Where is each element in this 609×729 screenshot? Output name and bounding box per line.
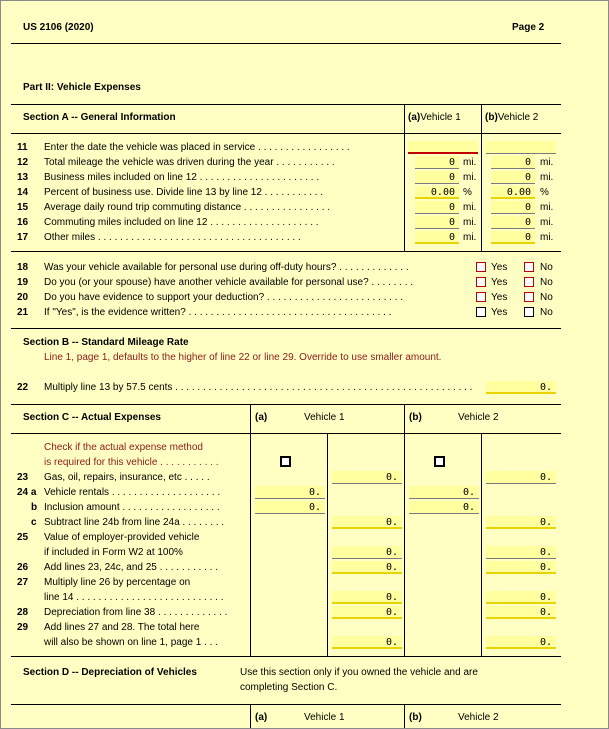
- section-b-note: Line 1, page 1, defaults to the higher of line 22 or line 29. Override to use smaller amount.: [44, 352, 442, 363]
- column-divider: [250, 704, 251, 728]
- evidence-yes-checkbox[interactable]: [476, 292, 486, 302]
- inclusion-amount-v1[interactable]: 0.: [255, 501, 325, 514]
- written-evidence-yes-checkbox[interactable]: [476, 307, 486, 317]
- commuting-miles-v1[interactable]: 0: [415, 216, 459, 229]
- line-22-label: Multiply line 13 by 57.5 cents . . . . . . . . . . . . . . . . . . . . . . . . . . . . . . . . . . . . . . . . . . . . . . . . . . . . . .: [44, 382, 473, 393]
- employer-vehicle-value-v2[interactable]: 0.: [486, 546, 556, 559]
- section-a-title: Section A -- General Information: [23, 112, 176, 123]
- business-miles-v2[interactable]: 0: [491, 171, 535, 184]
- rentals-net-v2: 0.: [486, 516, 556, 529]
- other-miles-v1: 0: [415, 231, 459, 244]
- section-d-note-2: completing Section C.: [240, 682, 338, 693]
- col-a-letter: (a): [255, 412, 268, 423]
- rentals-net-v1: 0.: [332, 516, 402, 529]
- column-divider: [327, 433, 328, 656]
- section-d-note: Use this section only if you owned the vehicle and are: [240, 667, 478, 678]
- col-b-label: Vehicle 2: [458, 712, 499, 723]
- column-divider: [404, 104, 405, 251]
- business-portion-v1: 0.: [332, 591, 402, 604]
- business-use-percent-v1: 0.00: [415, 186, 459, 199]
- no-label: No: [540, 277, 553, 288]
- total-expenses-v1: 0.: [332, 561, 402, 574]
- business-use-percent-v2: 0.00: [491, 186, 535, 199]
- actual-expense-v1-checkbox[interactable]: [280, 456, 291, 467]
- divider: [11, 104, 561, 105]
- section-b-title: Section B -- Standard Mileage Rate: [23, 337, 189, 348]
- col-b-label: Vehicle 2: [458, 412, 499, 423]
- depreciation-v2: 0.: [486, 606, 556, 619]
- col-a-header: (a)Vehicle 1: [408, 112, 461, 123]
- section-d-title: Section D -- Depreciation of Vehicles: [23, 667, 197, 678]
- divider: [11, 328, 561, 329]
- divider: [11, 433, 561, 434]
- divider: [11, 133, 561, 134]
- date-placed-in-service-v1[interactable]: [408, 141, 478, 154]
- yes-label: Yes: [491, 277, 508, 288]
- total-mileage-v1[interactable]: 0: [415, 156, 459, 169]
- divider: [11, 656, 561, 657]
- no-label: No: [540, 292, 553, 303]
- col-b-header: (b)Vehicle 2: [485, 112, 539, 123]
- column-divider: [250, 404, 251, 656]
- col-a-letter: (a): [255, 712, 268, 723]
- actual-expense-check-label: Check if the actual expense method: [44, 442, 203, 453]
- col-a-label: Vehicle 1: [304, 712, 345, 723]
- vehicle-rentals-v1[interactable]: 0.: [255, 486, 325, 499]
- date-placed-in-service-v2[interactable]: [486, 141, 556, 154]
- another-vehicle-yes-checkbox[interactable]: [476, 277, 486, 287]
- actual-expense-v2-checkbox[interactable]: [434, 456, 445, 467]
- no-label: No: [540, 307, 553, 318]
- yes-label: Yes: [491, 292, 508, 303]
- total-mileage-v2[interactable]: 0: [491, 156, 535, 169]
- divider: [11, 251, 561, 252]
- part-title: Part II: Vehicle Expenses: [23, 82, 141, 93]
- line-22-number: 22: [17, 382, 29, 393]
- personal-use-yes-checkbox[interactable]: [476, 262, 486, 272]
- commuting-distance-v2[interactable]: 0: [491, 201, 535, 214]
- column-divider: [404, 704, 405, 728]
- col-b-letter: (b): [409, 412, 422, 423]
- depreciation-v1: 0.: [332, 606, 402, 619]
- column-divider: [481, 104, 482, 251]
- commuting-miles-v2[interactable]: 0: [491, 216, 535, 229]
- column-divider: [481, 433, 482, 656]
- actual-expense-total-v2: 0.: [486, 636, 556, 649]
- employer-vehicle-value-v1[interactable]: 0.: [332, 546, 402, 559]
- gas-oil-repairs-v1[interactable]: 0.: [332, 471, 402, 484]
- divider: [11, 43, 561, 44]
- column-divider: [404, 404, 405, 656]
- standard-mileage-amount: 0.: [486, 381, 556, 394]
- written-evidence-no-checkbox[interactable]: [524, 307, 534, 317]
- yes-label: Yes: [491, 307, 508, 318]
- inclusion-amount-v2[interactable]: 0.: [409, 501, 479, 514]
- no-label: No: [540, 262, 553, 273]
- section-c-title: Section C -- Actual Expenses: [23, 412, 161, 423]
- evidence-no-checkbox[interactable]: [524, 292, 534, 302]
- gas-oil-repairs-v2[interactable]: 0.: [486, 471, 556, 484]
- business-miles-v1[interactable]: 0: [415, 171, 459, 184]
- col-a-label: Vehicle 1: [304, 412, 345, 423]
- actual-expense-total-v1: 0.: [332, 636, 402, 649]
- business-portion-v2: 0.: [486, 591, 556, 604]
- divider: [11, 704, 561, 705]
- another-vehicle-no-checkbox[interactable]: [524, 277, 534, 287]
- other-miles-v2: 0: [491, 231, 535, 244]
- col-b-letter: (b): [409, 712, 422, 723]
- divider: [11, 404, 561, 405]
- vehicle-rentals-v2[interactable]: 0.: [409, 486, 479, 499]
- page-number: Page 2: [512, 22, 545, 33]
- form-id: US 2106 (2020): [23, 22, 94, 33]
- actual-expense-check-label-2: is required for this vehicle . . . . . . . . . . .: [44, 457, 219, 468]
- form-page: US 2106 (2020) Page 2 Part II: Vehicle Expenses Section A -- General Information (a)Vehicle 1 (b)Vehicle 2 11 Enter the date the vehicle was placed in service . . . . . . . . . . . . . . . . . 12 Total mileage the vehicle was driven during the year . . . . . . . . . . . 0 mi. 0 mi. 13 Business miles included on line 12 . . . . . . . . . . . . . . . . . . . . . . 0 mi. 0 mi. 14 Percent of business use. Divide line 13 by line 12 . . . . . . . . . . . 0.00 % 0.00 % 15 Average daily round trip commuting distance . . . . . . . . . . . . . . . . 0 mi. 0 mi. 16 Commuting miles included on line 12 . . . . . . . . . . . . . . . . . . . . 0 mi. 0 mi. 17 Other miles . . . . . . . . . . . . . . . . . . . . . . . . . . . . . . . . . . . . . 0 mi. 0 mi. 18 Was your vehicle available for personal use during off-duty hours? . . . . . . . . . . . . . Yes No 19 Do you (or your spouse) have another vehicle available for personal use? . . . . . . . . Yes No 20 Do you have evidence to support your deduction? . . . . . . . . . . . . . . . . . . . . . . . . . Yes No 21 If "Yes", is the evidence written? . . . . . . . . . . . . . . . . . . . . . . . . . . . . . . . . . . . . . Yes No Section B -- Standard Mileage Rate Line 1, page 1, defaults to the higher of line 22 or line 29. Override to use smaller amount. 22 Multiply line 13 by 57.5 cents . . . . . . . . . . . . . . . . . . . . . . . . . . . . . . . . . . . . . . . . . . . . . . . . . . . . . . 0. Section C -- Actual Expenses (a) Vehicle 1 (b) Vehicle 2 Check if the actual expense method is required for this vehicle . . . . . . . . . . . 23 Gas, oil, repairs, insurance, etc . . . . . 0. 0. 24 a Vehicle rentals . . . . . . . . . . . . . . . . . . . . 0. 0. b Inclusion amount . . . . . . . . . . . . . . . . . . 0. 0. c Subtract line 24b from line 24a . . . . . . . . 0. 0. 25 Value of employer-provided vehicle if included in Form W2 at 100% 0. 0. 26 Add lines 23, 24c, and 25 . . . . . . . . . . . 0. 0. 27 Multiply line 26 by percentage on line 14 . . . . . . . . . . . . . . . . . . . . . . . . . . . 0. 0. 28 Depreciation from line 38 . . . . . . . . . . . . . 0. 0. 29 Add lines 27 and 28. The total here will also be shown on line 1, page 1 . . . 0. 0. Section D -- Depreciation of Vehicles Use this section only if you owned the vehicle and are completing Section C. (a) Vehicle 1 (b) Vehicle 2: [0, 0, 609, 729]
- total-expenses-v2: 0.: [486, 561, 556, 574]
- personal-use-no-checkbox[interactable]: [524, 262, 534, 272]
- yes-label: Yes: [491, 262, 508, 273]
- commuting-distance-v1[interactable]: 0: [415, 201, 459, 214]
